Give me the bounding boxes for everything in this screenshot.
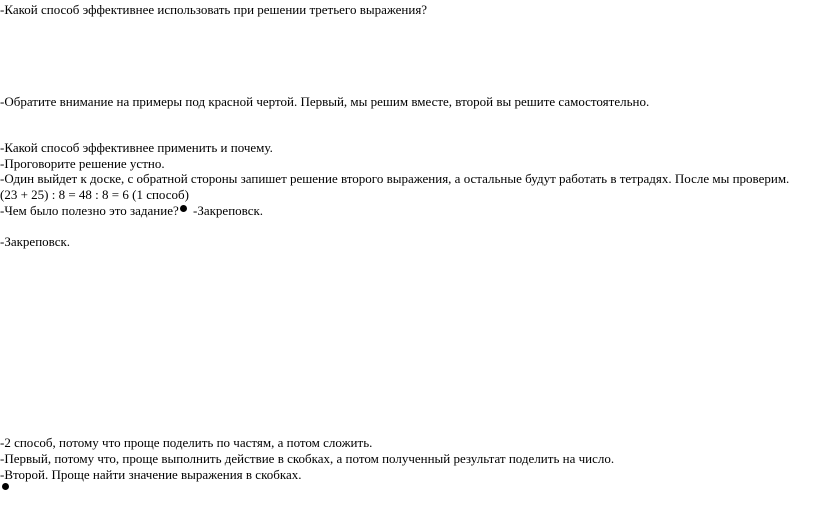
- text-line-6-expression: (23 + 25) : 8 = 48 : 8 = 6 (1 способ): [0, 187, 189, 202]
- black-dot-bullet-icon: [2, 483, 9, 490]
- text-line-2: -Обратите внимание на примеры под красной чертой. Первый, мы решим вместе, второй вы решите самостоятельно.: [0, 94, 650, 109]
- text-line-5: -Один выйдет к доске, с обратной стороны запишет решение второго выражения, а остальные будут работать в тетрадях. После мы проверим.: [0, 171, 790, 186]
- text-line-10: -Первый, потому что, проще выполнить действие в скобках, а потом полученный результат поделить на число.: [0, 451, 615, 466]
- text-line-3: -Какой способ эффективнее применить и почему.: [0, 140, 273, 155]
- text-line-4: -Проговорите решение устно.: [0, 156, 165, 171]
- text-line-9: -2 способ, потому что проще поделить по частям, а потом сложить.: [0, 435, 373, 450]
- text-line-7: [0, 203, 263, 218]
- text-line-8: -Закреповск.: [0, 234, 71, 249]
- text-line-11: -Второй. Проще найти значение выражения в скобках.: [0, 467, 302, 482]
- black-dot-bullet-icon: [180, 205, 187, 212]
- text-line-1: -Какой способ эффективнее использовать при решении третьего выражения?: [0, 2, 428, 17]
- text-line-7-remark: -Закреповск.: [193, 203, 264, 218]
- text-line-7-question: -Чем было полезно это задание?: [0, 203, 179, 218]
